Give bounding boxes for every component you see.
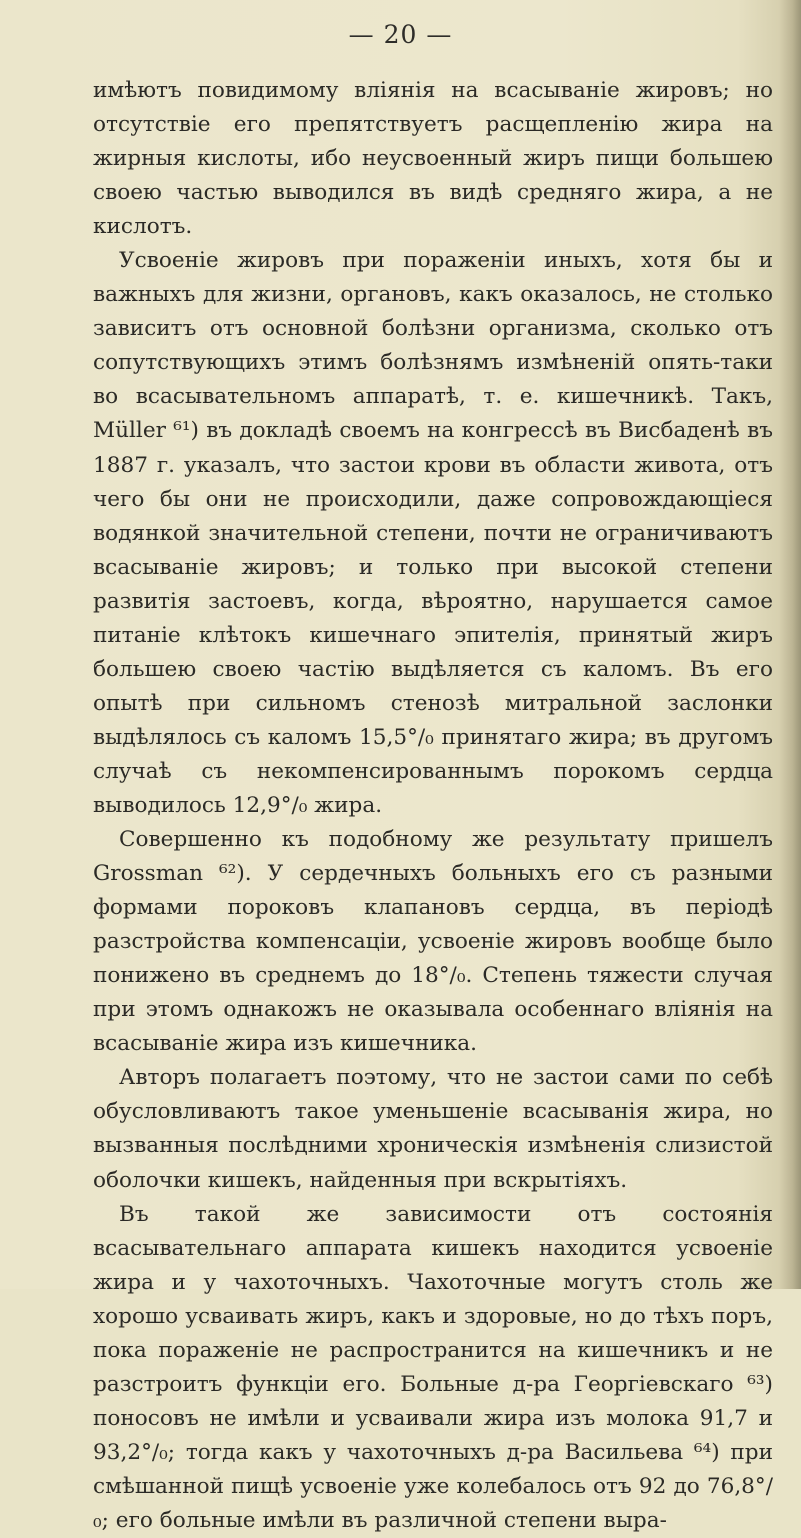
paragraph-5: Въ такой же зависимости отъ состоянія всасывательнаго аппарата кишекъ находится усвоеніе жира и у чахоточныхъ. Чахоточные могутъ столь же хорошо усваивать жиръ, какъ и здоровые, но до тѣхъ поръ, пока пораженіе не распространится на кишечникъ и не разстроитъ функціи его. Больные д-ра Георгіевскаго ⁶³) поносовъ не имѣли и усваивали жира изъ молока 91,7 и 93,2°/₀; тогда какъ у чахоточныхъ д-ра Васильева ⁶⁴) при смѣшанной пищѣ усвоеніе уже колебалось отъ 92 до 76,8°/₀; его больные имѣли въ различной степени выра- <box>93 1201 773 1533</box>
paragraph-1: имѣютъ повидимому вліянія на всасываніе жировъ; но отсутствіе его препятствуетъ расщепленію жира на жирныя кислоты, ибо неусвоенный жиръ пищи большею своею частью выводился въ видѣ средняго жира, а не кислотъ. <box>93 78 773 240</box>
paragraph-4: Авторъ полагаетъ поэтому, что не застои сами по себѣ обусловливаютъ такое уменьшеніе всасыванія жира, но вызванныя послѣдними хроническія измѣненія слизистой оболочки кишекъ, найденныя при вскрытіяхъ. <box>93 1065 773 1193</box>
page-edge-shadow <box>779 0 801 1289</box>
body-text <box>93 74 773 1538</box>
paragraph-3: Совершенно къ подобному же результату пришелъ Grossman ⁶²). У сердечныхъ больныхъ его съ разными формами пороковъ клапановъ сердца, въ періодѣ разстройства компенсаціи, усвоеніе жировъ вообще было понижено въ среднемъ до 18°/₀. Степень тяжести случая при этомъ однакожъ не оказывала особеннаго вліянія на всасываніе жира изъ кишечника. <box>93 827 773 1057</box>
paragraph-2: Усвоеніе жировъ при пораженіи иныхъ, хотя бы и важныхъ для жизни, органовъ, какъ оказалось, не столько зависитъ отъ основной болѣзни организма, сколько отъ сопутствующихъ этимъ болѣзнямъ измѣненій опять-таки во всасывательномъ аппаратѣ, т. е. кишечникѣ. Такъ, Müller ⁶¹) въ докладѣ своемъ на конгрессѣ въ Висбаденѣ въ 1887 г. указалъ, что застои крови въ области живота, отъ чего бы они не происходили, даже сопровождающіеся водянкой значительной степени, почти не ограничиваютъ всасываніе жировъ; и только при высокой степени развитія застоевъ, когда, вѣроятно, нарушается самое питаніе клѣтокъ кишечнаго эпителія, принятый жиръ большею своею частію выдѣляется съ каломъ. Въ его опытѣ при сильномъ стенозѣ митральной заслонки выдѣлялось съ каломъ 15,5°/₀ принятаго жира; въ другомъ случаѣ съ некомпенсированнымъ порокомъ сердца выводилось 12,9°/₀ жира. <box>93 248 773 818</box>
page-number: — 20 — <box>348 20 453 49</box>
